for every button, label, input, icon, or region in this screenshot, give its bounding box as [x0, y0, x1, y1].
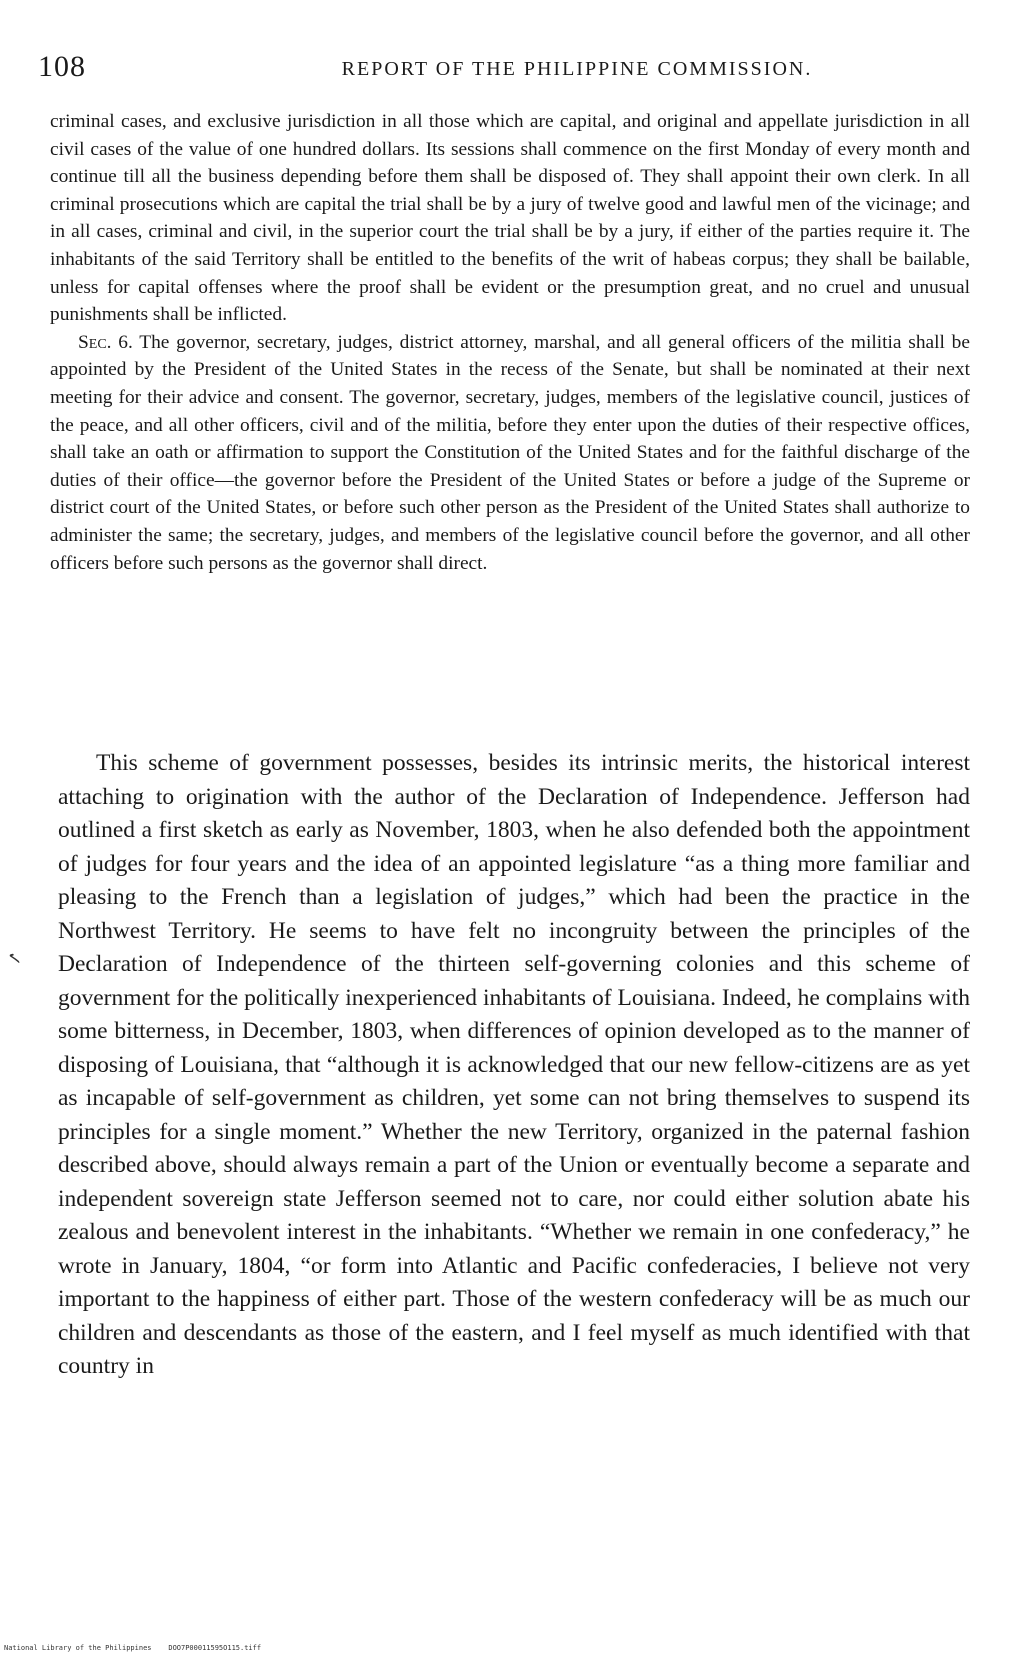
quoted-paragraph-1: criminal cases, and exclusive jurisdiction in all those which are capital, and original and appellate jurisdiction in all civil cases of the value of one hundred dollars. Its sessions shall commence on the first Monday of every month and continue till all the business depending before them shall be disposed of. They shall appoint their own clerk. In all criminal prosecutions which are capital the trial shall be by a jury of twelve good and lawful men of the vicinage; and in all cases, criminal and civil, in the superior court the trial shall be by a jury, if either of the parties require it. The inhabitants of the said Territory shall be entitled to the benefits of the writ of habeas corpus; they shall be bailable, unless for capital offenses where the proof shall be evident or the presumption great, and no cruel and unusual punishments shall be inflicted.	[50, 111, 970, 326]
main-body-text	[58, 747, 970, 1384]
body-paragraph: This scheme of government possesses, besides its intrinsic merits, the historical interest attaching to origination with the author of the Declaration of Independence. Jefferson had outlined a first sketch as early as November, 1803, when he also defended both the appointment of judges for four years and the idea of an appointed legislature “as a thing more familiar and pleasing to the French than a legislation of judges,” which had been the practice in the Northwest Territory. He seems to have felt no incongruity between the principles of the Declaration of Independence of the thirteen self-governing colonies and this scheme of government for the politically inexperienced inhabitants of Louisiana. Indeed, he complains with some bitterness, in December, 1803, when differences of opinion developed as to the manner of disposing of Louisiana, that “although it is acknowledged that our new fellow-citizens are as yet as incapable of self-government as children, yet some can not bring themselves to suspend its principles for a single moment.” Whether the new Territory, organized in the paternal fashion described above, should always remain a part of the Union or eventually become a separate and independent sovereign state Jefferson seemed not to care, nor could either solution abate his zealous and benevolent interest in the inhabitants. “Whether we remain in one confederacy,” he wrote in January, 1804, “or form into Atlantic and Pacific confederacies, I believe not very important to the happiness of either part. Those of the western confederacy will be as much our children and descendants as those of the eastern, and I feel myself as much identified with that country in	[58, 750, 970, 1379]
quoted-statute-block	[50, 108, 970, 577]
page-number: 108	[38, 50, 86, 83]
quoted-paragraph-2	[50, 329, 970, 577]
section-text: The governor, secretary, judges, district attorney, marshal, and all general officers of the militia shall be appointed by the President of the United States in the recess of the Senate, but shall be nominated at their next meeting for their advice and consent. The governor, secretary, judges, members of the legislative council, justices of the peace, and all other officers, civil and of the militia, before they enter upon the duties of their respective offices, shall take an oath or affirmation to support the Constitution of the United States and for the faithful discharge of the duties of their office—the governor before the President of the United States or before a judge of the Supreme or district court of the United States, or before such other person as the President of the United States shall authorize to administer the same; the secretary, judges, and members of the legislative council before the governor, and all other officers before such persons as the governor shall direct.	[50, 331, 970, 574]
section-label: Sec. 6.	[78, 331, 133, 353]
page-header	[38, 50, 966, 90]
margin-annotation-mark: ✓	[4, 950, 25, 967]
running-head: REPORT OF THE PHILIPPINE COMMISSION.	[341, 58, 813, 80]
scan-footer: National Library of the Philippines DOO7P00011595O115.tiff	[4, 1644, 262, 1652]
